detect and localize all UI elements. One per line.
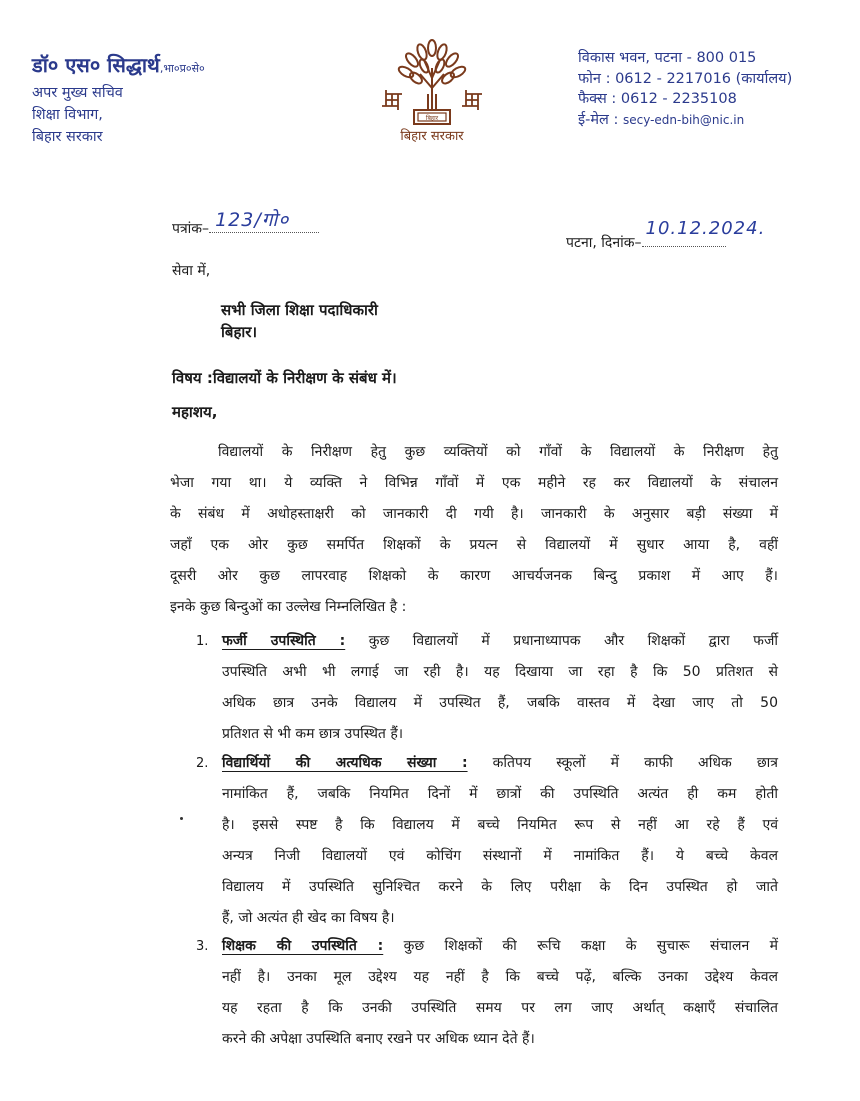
point-line: अधिक छात्र उनके विद्यालय में उपस्थित हैं, जबकि वास्तव में देखा जाए तो 50 xyxy=(222,695,778,711)
sender-degree: ,भा०प्र०से० xyxy=(159,62,205,75)
bodhi-tree-emblem-icon xyxy=(372,38,492,128)
date-line xyxy=(566,218,766,252)
point-first-text: कुछ विद्यालयों में प्रधानाध्यापक और शिक्षकों द्वारा फर्जी xyxy=(345,633,778,649)
email-address: secy-edn-bih@nic.in xyxy=(622,112,745,127)
emblem-seal-text: बिहार xyxy=(425,115,439,122)
point-line: अन्यत्र निजी विद्यालयों एवं कोचिंग संस्थानों में नामांकित हैं। ये बच्चे केवल xyxy=(222,848,778,864)
sender-designation: अपर मुख्य सचिव xyxy=(32,85,123,101)
email-line xyxy=(578,110,792,131)
bihar-emblem xyxy=(372,38,492,148)
contact-block xyxy=(578,48,792,130)
intro-line: इनके कुछ बिन्दुओं का उल्लेख निम्नलिखित है : xyxy=(170,599,407,615)
point-first-line xyxy=(222,748,778,779)
recipient-state: बिहार। xyxy=(221,323,258,341)
reference-label: पत्रांक– xyxy=(172,221,210,237)
sender-block xyxy=(32,52,205,148)
intro-line: विद्यालयों के निरीक्षण हेतु कुछ व्यक्तियों को गाँवों के विद्यालयों के निरीक्षण हेतु xyxy=(218,444,778,460)
office-address: विकास भवन, पटना - 800 015 xyxy=(578,50,757,66)
point-heading: फर्जी उपस्थिति : xyxy=(222,633,346,649)
point-number: 1. xyxy=(196,634,209,649)
intro-line: के संबंध में अधोहस्ताक्षरी को जानकारी दी गयी है। जानकारी के अनुसार बड़ी संख्या में xyxy=(170,506,778,522)
point-first-line xyxy=(222,931,778,962)
point-number: 2. xyxy=(196,756,209,771)
date-label: पटना, दिनांक– xyxy=(566,235,642,251)
point-line: उपस्थिति अभी भी लगाई जा रही है। यह दिखाया जा रहा है कि 50 प्रतिशत से xyxy=(222,664,778,680)
intro-line: भेजा गया था। ये व्यक्ति ने विभिन्न गाँवों में एक महीने रह कर विद्यालयों के संचालन xyxy=(170,475,778,491)
point-item xyxy=(196,931,778,1055)
point-line: करने की अपेक्षा उपस्थिति बनाए रखने पर अधिक ध्यान देते हैं। xyxy=(222,1031,535,1047)
letter-date: 10.12.2024. xyxy=(645,218,766,239)
point-line: विद्यालय में उपस्थिति सुनिश्चित करने के लिए परीक्षा के दिन उपस्थित हो जाते xyxy=(222,879,778,895)
stray-mark xyxy=(180,817,183,820)
reference-dotted-field xyxy=(209,209,319,233)
reference-line xyxy=(172,209,319,238)
point-item xyxy=(196,626,778,750)
point-line: हैं, जो अत्यंत ही खेद का विषय है। xyxy=(222,910,395,926)
point-heading: शिक्षक की उपस्थिति : xyxy=(222,938,384,954)
point-first-line xyxy=(222,626,778,657)
sender-name-line xyxy=(32,52,205,82)
point-line: नामांकित हैं, जबकि नियमित दिनों में छात्रों की उपस्थिति अत्यंत ही कम होती xyxy=(222,786,778,802)
point-line: यह रहता है कि उनकी उपस्थिति समय पर लग जाए अर्थात् कक्षाएँ संचालित xyxy=(222,1000,778,1016)
reference-number: 123/गो० xyxy=(215,209,290,231)
point-heading: विद्यार्थियों की अत्यधिक संख्या : xyxy=(222,755,468,771)
sender-name: डॉ० एस० सिद्धार्थ xyxy=(32,53,160,77)
email-label: ई-मेल : xyxy=(578,111,623,128)
greeting: महाशय, xyxy=(172,403,218,421)
phone-number: फोन : 0612 - 2217016 (कार्यालय) xyxy=(578,70,793,87)
point-number: 3. xyxy=(196,939,209,954)
sender-department: शिक्षा विभाग, xyxy=(32,107,103,123)
point-line: नहीं है। उनका मूल उद्देश्य यह नहीं है कि बच्चे पढ़ें, बल्कि उनका उद्देश्य केवल xyxy=(222,969,778,985)
intro-paragraph xyxy=(170,437,778,623)
intro-line: जहाँ एक ओर कुछ समर्पित शिक्षकों के प्रयत्न से विद्यालयों में सुधार आया है, वहीं xyxy=(170,537,778,553)
point-first-text: कतिपय स्कूलों में काफी अधिक छात्र xyxy=(467,755,778,771)
emblem-caption: बिहार सरकार xyxy=(400,129,464,144)
sender-government: बिहार सरकार xyxy=(32,129,103,145)
subject-line: विषय :विद्यालयों के निरीक्षण के संबंध में। xyxy=(172,369,397,387)
date-dotted-field xyxy=(642,218,766,247)
point-first-text: कुछ शिक्षकों की रूचि कक्षा के सुचारू संचालन में xyxy=(383,938,778,954)
intro-line: दूसरी ओर कुछ लापरवाह शिक्षको के कारण आचर्यजनक बिन्दु प्रकाश में आए हैं। xyxy=(170,568,778,584)
fax-number: फैक्स : 0612 - 2235108 xyxy=(578,91,737,107)
salutation-to: सेवा में, xyxy=(172,263,211,279)
point-line: प्रतिशत से भी कम छात्र उपस्थित हैं। xyxy=(222,726,404,742)
point-line: है। इससे स्पष्ट है कि विद्यालय में बच्चे नियमित रूप से नहीं आ रहे हैं एवं xyxy=(222,817,778,833)
point-item xyxy=(196,748,778,934)
recipient: सभी जिला शिक्षा पदाधिकारी xyxy=(221,301,378,319)
